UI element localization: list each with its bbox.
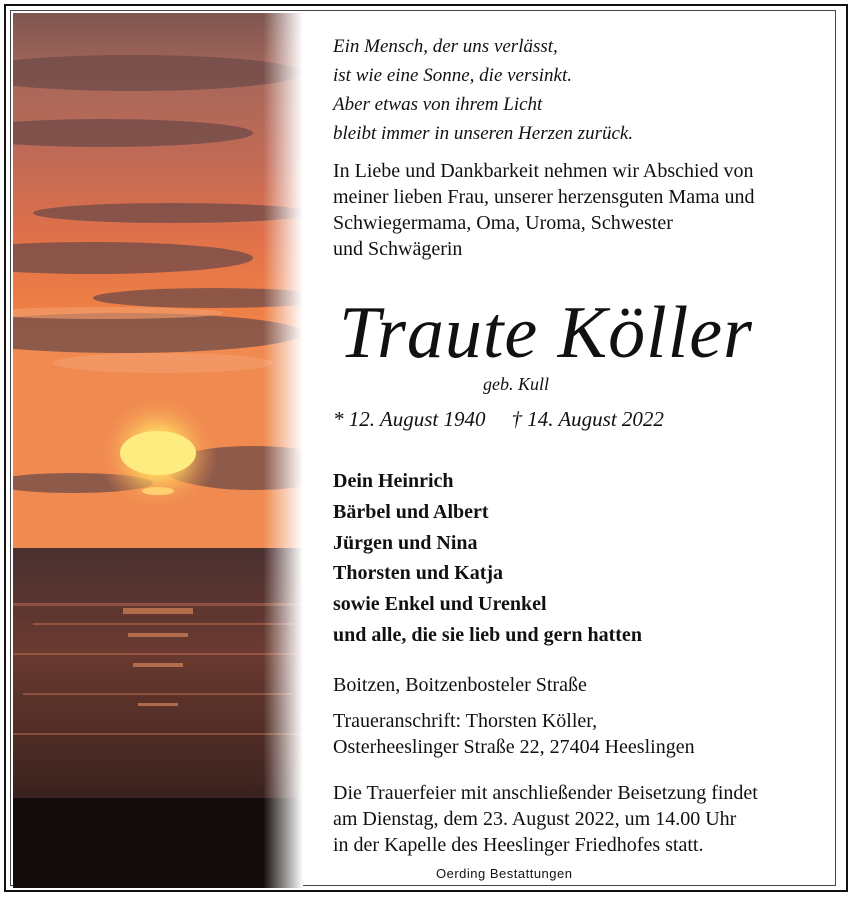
poem-line: bleibt immer in unseren Herzen zurück. [333, 123, 634, 144]
life-dates [333, 407, 664, 432]
maiden-name: geb. Kull [483, 374, 549, 394]
mourner: und alle, die sie lieb und gern hatten [333, 623, 642, 646]
intro-line: und Schwägerin [333, 238, 463, 260]
death-date: † 14. August 2022 [511, 407, 664, 431]
deceased-name: Traute Köller [339, 292, 753, 374]
address-block [333, 672, 695, 760]
mourner: Dein Heinrich [333, 470, 454, 492]
mourners-list [333, 466, 642, 651]
poem-line: Ein Mensch, der uns verlässt, [333, 36, 558, 57]
mourner: Thorsten und Katja [333, 562, 504, 585]
mourner: Bärbel und Albert [333, 500, 489, 523]
poem-line: Aber etwas von ihrem Licht [333, 94, 543, 115]
contact-line: Traueranschrift: Thorsten Köller, [333, 710, 598, 732]
intro-line: Schwiegermama, Oma, Uroma, Schwester [333, 212, 673, 234]
sunset-photo [13, 13, 303, 888]
intro-text [333, 158, 823, 262]
funeral-line: in der Kapelle des Heeslinger Friedhofes statt. [333, 834, 704, 856]
birth-date: * 12. August 1940 [333, 407, 486, 431]
undertaker: Oerding Bestattungen [436, 866, 573, 881]
intro-line: meiner lieben Frau, unserer herzensguten Mama und [333, 186, 755, 208]
mourner: Jürgen und Nina [333, 531, 478, 554]
poem [333, 32, 633, 148]
intro-line: In Liebe und Dankbarkeit nehmen wir Abschied von [333, 160, 754, 182]
place: Boitzen, Boitzenbosteler Straße [333, 674, 587, 696]
mourner: sowie Enkel und Urenkel [333, 593, 547, 616]
contact-line: Osterheeslinger Straße 22, 27404 Heeslingen [333, 736, 695, 758]
funeral-line: Die Trauerfeier mit anschließender Beisetzung findet [333, 782, 758, 804]
poem-line: ist wie eine Sonne, die versinkt. [333, 65, 573, 86]
funeral-line: am Dienstag, dem 23. August 2022, um 14.00 Uhr [333, 808, 737, 830]
funeral-notice [333, 780, 758, 858]
